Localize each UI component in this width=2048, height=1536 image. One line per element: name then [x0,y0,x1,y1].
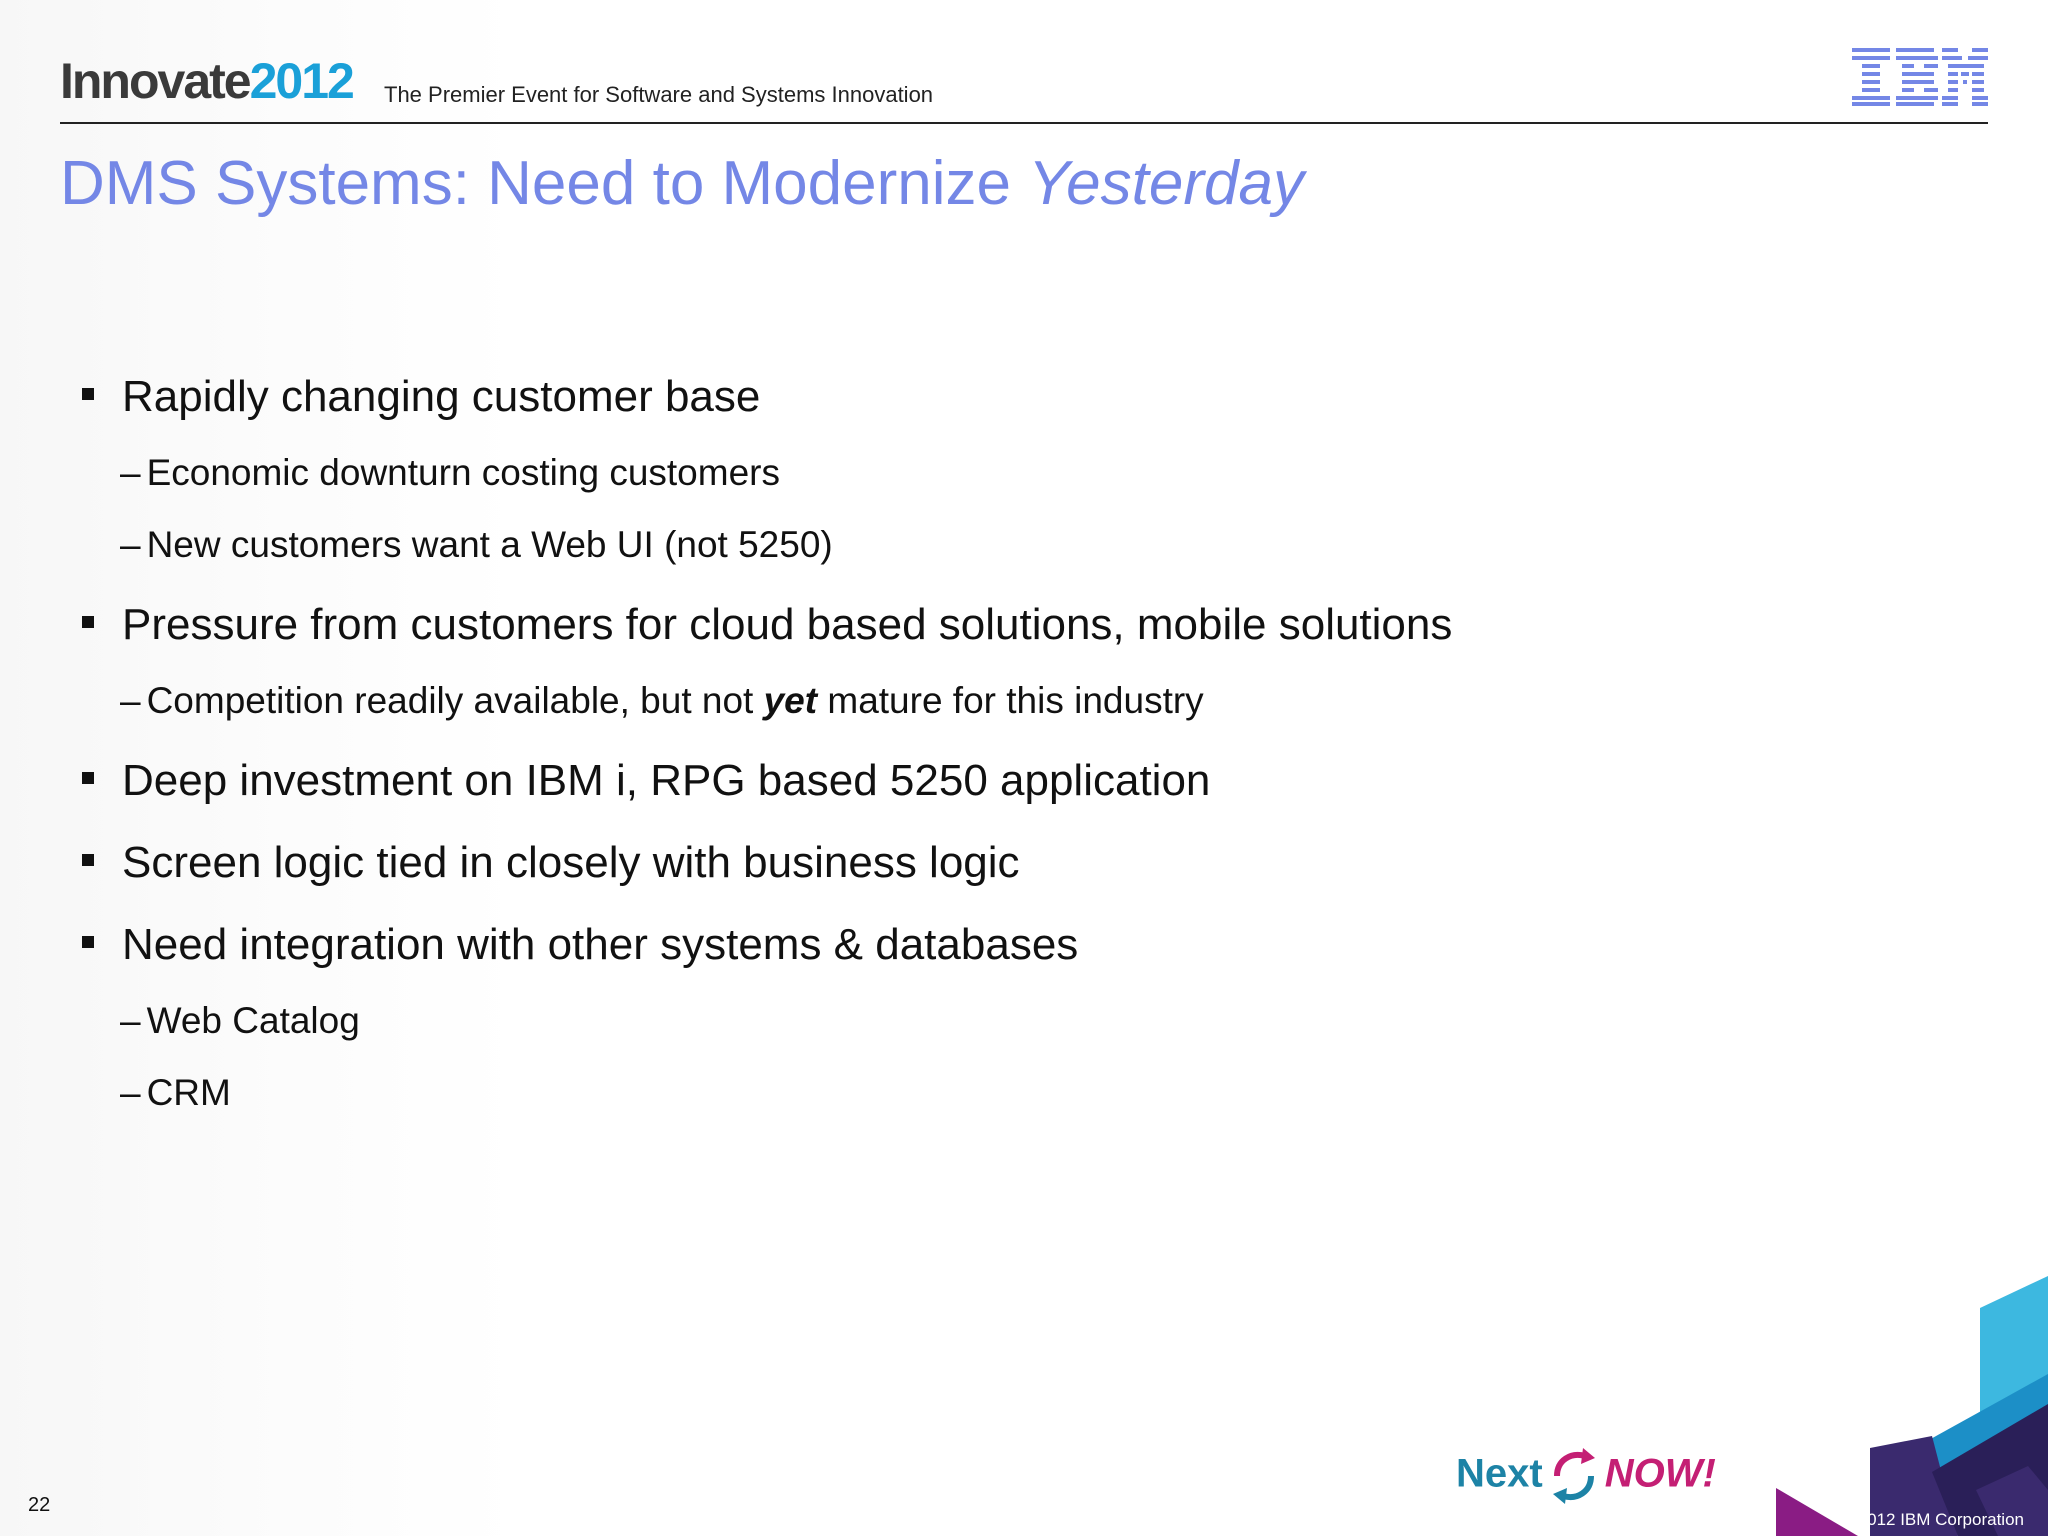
sub-bullet-item [120,1000,360,1042]
ibm-logo-icon [1852,48,1988,106]
sub-bullet-item [120,452,780,494]
slide-title [60,148,1304,219]
sub-bullet-text-before: Competition readily available, but not [146,680,764,721]
tagline: The Premier Event for Software and Systems Innovation [384,82,934,107]
innovate-logo [60,53,353,109]
dash-icon: – [120,1072,141,1113]
title-emphasis: Yesterday [1028,149,1304,218]
square-bullet-icon [82,772,94,784]
sub-bullet-text: CRM [146,1072,231,1113]
cycle-arrow-icon [1545,1446,1603,1506]
sub-bullet-text: Economic downturn costing customers [146,452,780,493]
bullet-text: Need integration with other systems & databases [122,920,1079,969]
bullet-text: Pressure from customers for cloud based solutions, mobile solutions [122,600,1453,649]
dash-icon: – [120,524,141,565]
brand-word: Innovate [60,53,250,109]
square-bullet-icon [82,854,94,866]
sub-bullet-text: Web Catalog [146,1000,360,1041]
corner-decoration [1728,1276,2048,1536]
next-word: Next [1456,1451,1543,1496]
square-bullet-icon [82,388,94,400]
sub-bullet-item [120,524,833,566]
page-number: 22 [28,1494,51,1516]
sub-bullet-text: New customers want a Web UI (not 5250) [146,524,833,565]
now-word: NOW! [1604,1451,1716,1496]
dash-icon: – [120,1000,141,1041]
sub-bullet-item [120,680,1204,722]
title-main: DMS Systems: Need to Modernize [60,149,1029,218]
header-divider [60,122,1988,124]
dash-icon: – [120,452,141,493]
sub-bullet-item [120,1072,231,1114]
bullet-text: Screen logic tied in closely with business logic [122,838,1020,887]
sub-bullet-emphasis: yet [763,680,818,721]
square-bullet-icon [82,616,94,628]
sub-bullet-text-after: mature for this industry [817,680,1204,721]
brand-year: 2012 [249,53,353,109]
next-now-logo [1456,1446,1716,1506]
dash-icon: – [120,680,141,721]
bullet-text: Deep investment on IBM i, RPG based 5250 application [122,756,1211,805]
square-bullet-icon [82,936,94,948]
bullet-text: Rapidly changing customer base [122,372,761,421]
copyright: © 2012 IBM Corporation [1840,1510,2024,1529]
